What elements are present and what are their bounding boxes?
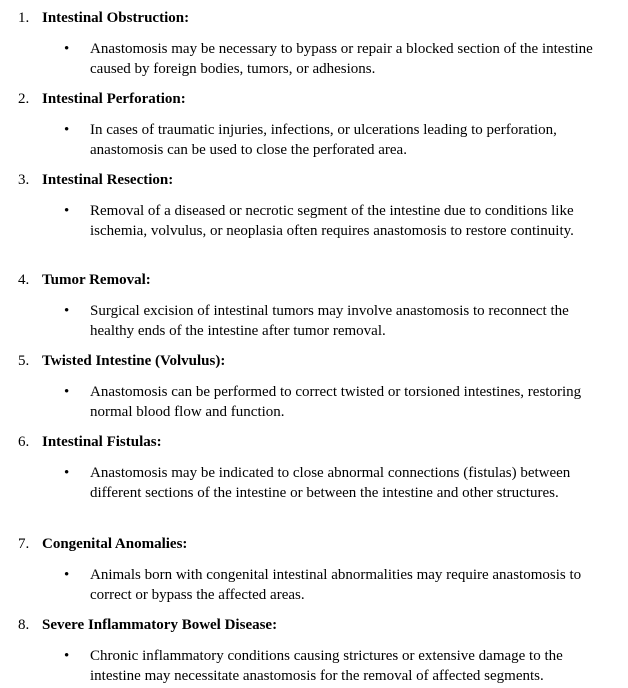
list-item-number: 3. [18, 172, 30, 188]
bullet-icon: • [64, 384, 70, 400]
list-item-title: Twisted Intestine (Volvulus): [42, 353, 226, 369]
bullet-icon: • [64, 465, 70, 481]
list-item-description: Removal of a diseased or necrotic segment of the intestine due to conditions like ischemia, volvulus, or neoplasia often requires anastomosis to restore continuity. [90, 203, 574, 239]
list-item-heading [18, 534, 187, 554]
list-item-number: 2. [18, 91, 30, 107]
list-item-heading [18, 89, 186, 109]
list-item-title: Congenital Anomalies: [42, 536, 188, 552]
bullet-icon: • [64, 203, 70, 219]
bullet-icon: • [64, 567, 70, 583]
list-item-heading [18, 170, 173, 190]
list-item-title: Tumor Removal: [42, 272, 151, 288]
list-item-description: Animals born with congenital intestinal abnormalities may require anastomosis to correct or bypass the affected areas. [90, 567, 582, 603]
list-item-title: Intestinal Perforation: [42, 91, 186, 107]
list-item-number: 6. [18, 434, 30, 450]
list-item-title: Intestinal Fistulas: [42, 434, 162, 450]
list-item-description: Surgical excision of intestinal tumors may involve anastomosis to reconnect the healthy ends of the intestine after tumor removal. [90, 303, 569, 339]
list-item-title: Intestinal Obstruction: [42, 10, 190, 26]
list-item-number: 7. [18, 536, 30, 552]
list-item-description: In cases of traumatic injuries, infections, or ulcerations leading to perforation, anastomosis can be used to close the perforated area. [90, 122, 557, 158]
list-item-title: Severe Inflammatory Bowel Disease: [42, 617, 278, 633]
list-item-number: 1. [18, 10, 30, 26]
bullet-icon: • [64, 41, 70, 57]
list-item-description: Chronic inflammatory conditions causing strictures or extensive damage to the intestine may necessitate anastomosis for the removal of affected segments. [90, 648, 563, 684]
list-item-description: Anastomosis may be indicated to close abnormal connections (fistulas) between different sections of the intestine or between the intestine and other structures. [90, 465, 571, 501]
bullet-icon: • [64, 303, 70, 319]
list-item-heading [18, 8, 189, 28]
bullet-icon: • [64, 648, 70, 664]
list-item-number: 4. [18, 272, 30, 288]
list-item-title: Intestinal Resection: [42, 172, 174, 188]
list-item-heading [18, 270, 151, 290]
list-item-heading [18, 432, 162, 452]
bullet-icon: • [64, 122, 70, 138]
list-item-description: Anastomosis may be necessary to bypass or repair a blocked section of the intestine caused by foreign bodies, tumors, or adhesions. [90, 41, 593, 77]
list-item-heading [18, 615, 277, 635]
list-item-heading [18, 351, 225, 371]
list-item-number: 5. [18, 353, 30, 369]
list-item-number: 8. [18, 617, 30, 633]
list-item-description: Anastomosis can be performed to correct twisted or torsioned intestines, restoring normal blood flow and function. [90, 384, 582, 420]
